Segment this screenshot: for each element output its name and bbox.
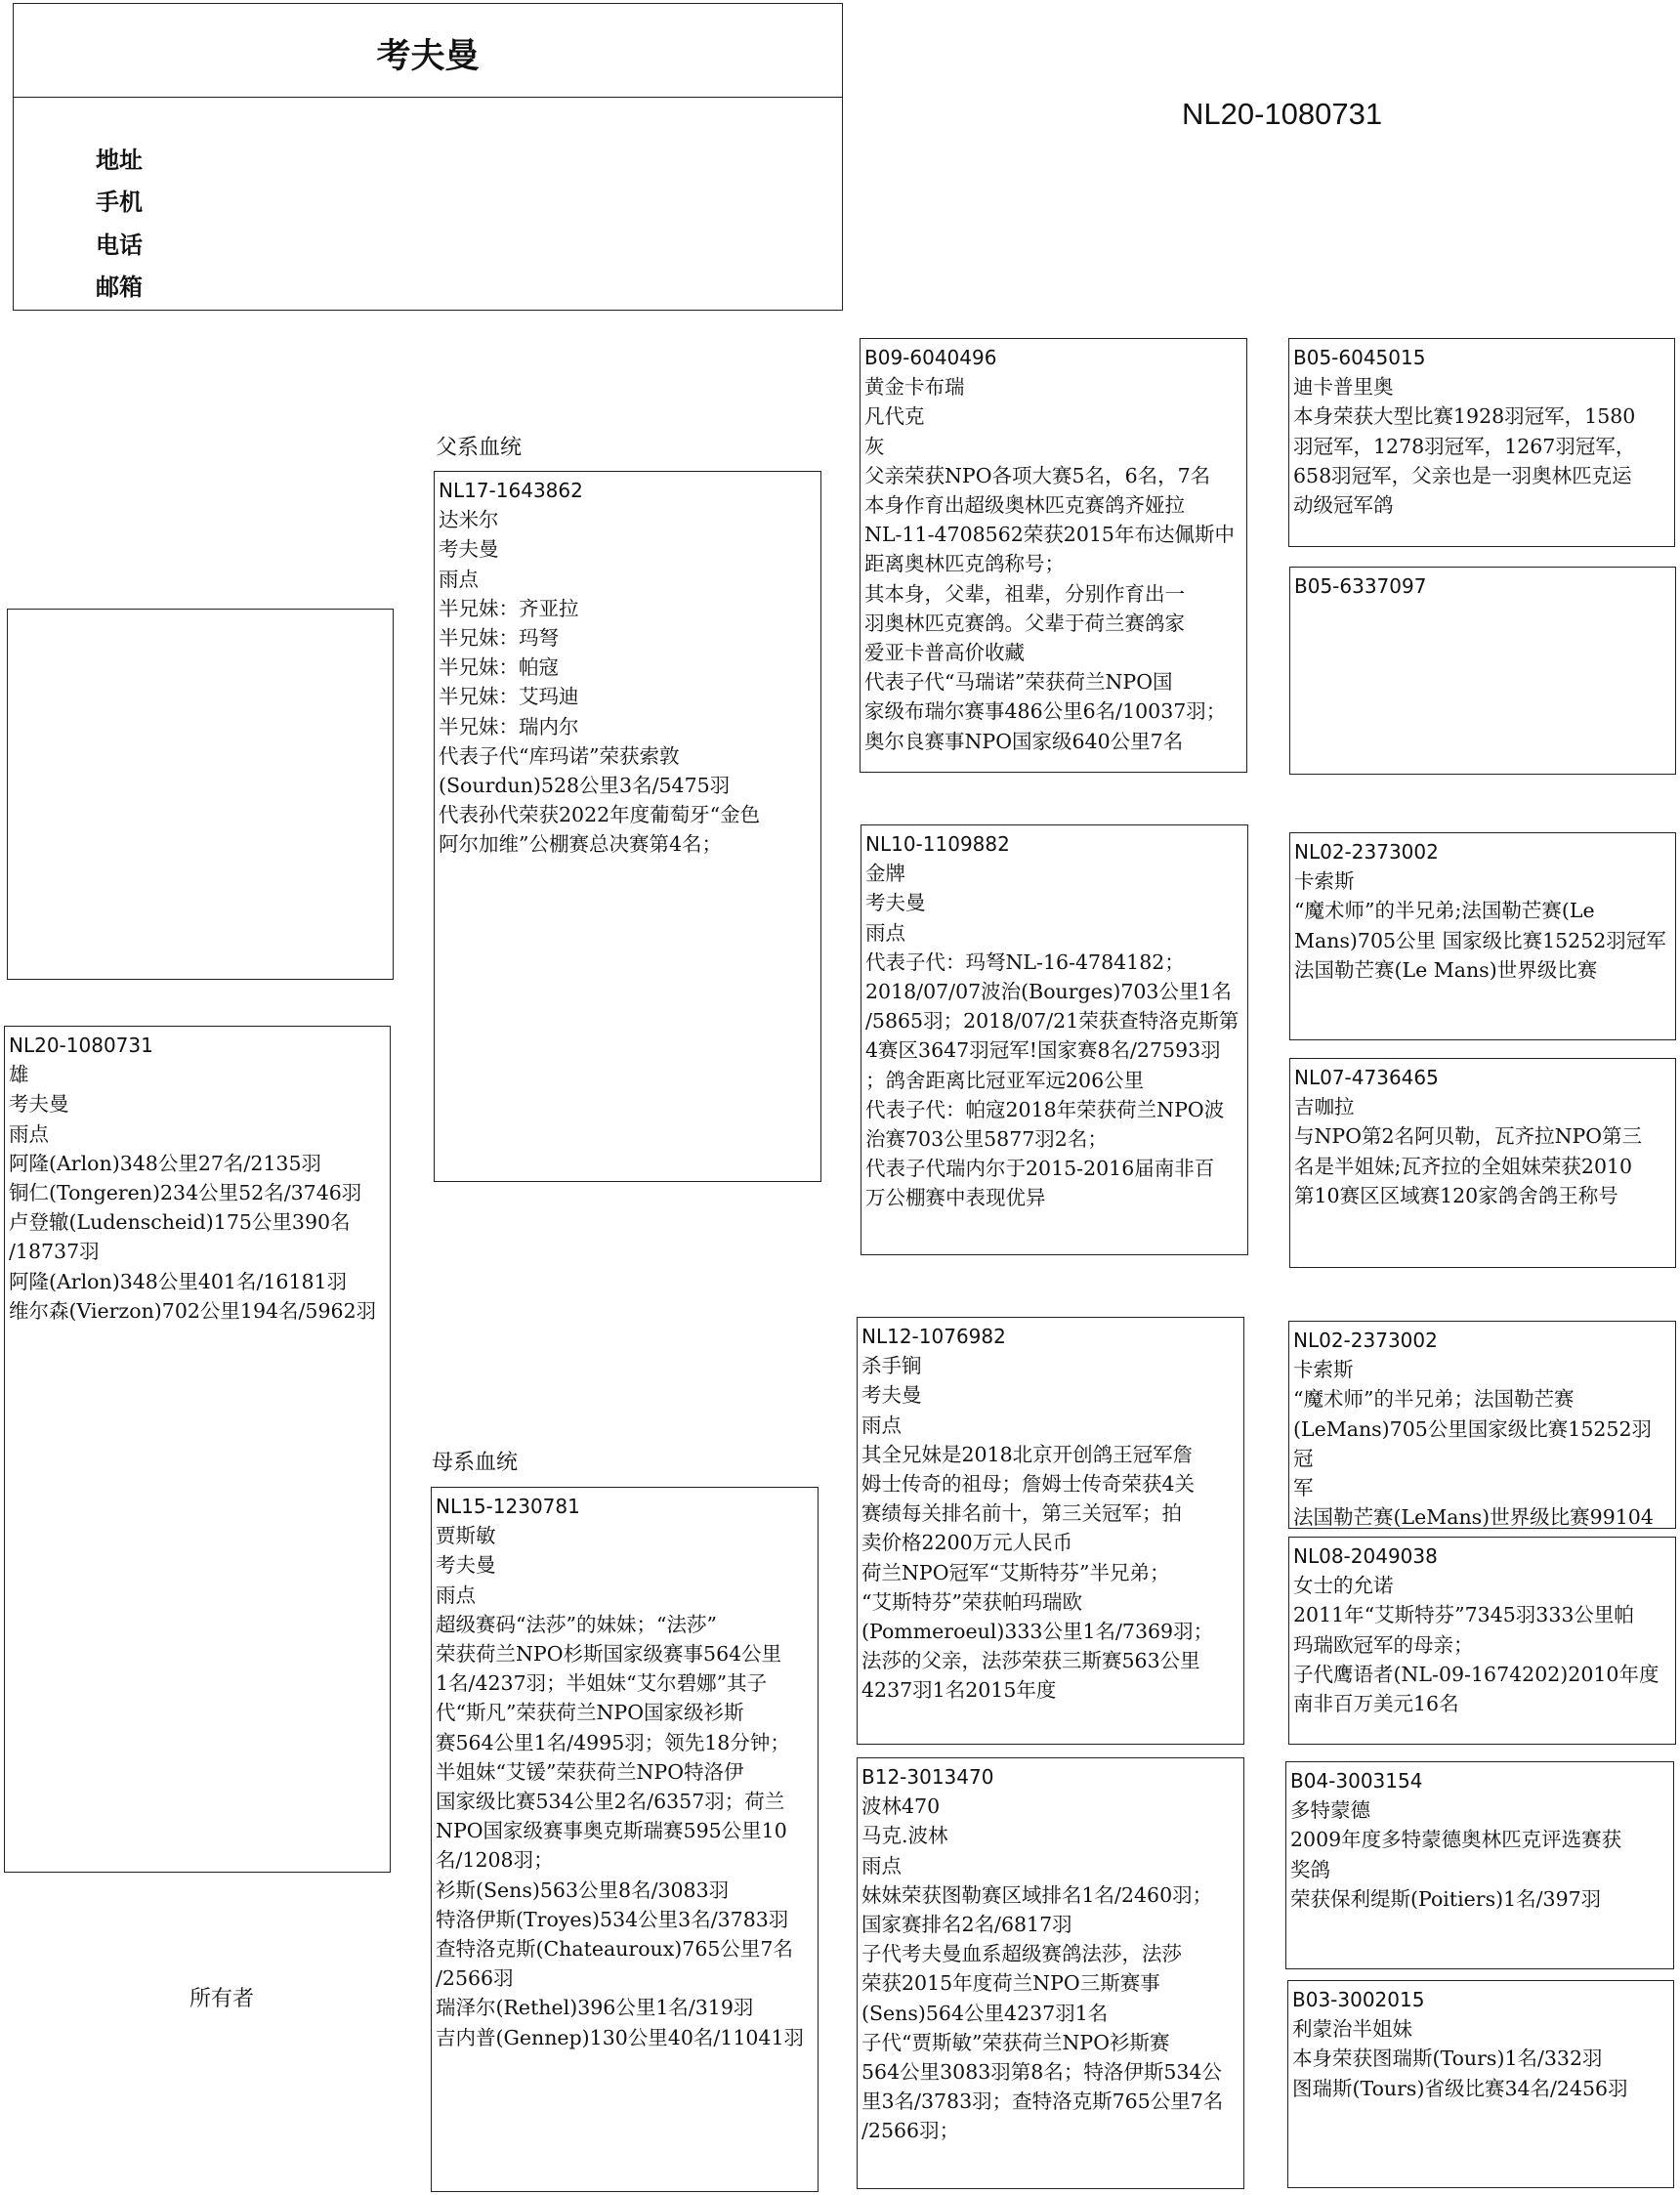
- pigeon-detail-line: 2011年“艾斯特芬”7345羽333公里帕: [1293, 1603, 1634, 1627]
- pigeon-detail-line: 特洛伊斯(Troyes)534公里3名/3783羽: [436, 1907, 789, 1931]
- pigeon-detail-line: /2566羽；: [861, 2119, 960, 2143]
- pigeon-detail-line: 名/1208羽；: [436, 1848, 554, 1873]
- pigeon-detail-line: “魔术师”的半兄弟;法国勒芒赛(Le: [1294, 899, 1595, 923]
- pigeon-detail-line: 羽冠军，1278羽冠军，1267羽冠军，: [1293, 434, 1636, 458]
- pigeon-details: [1290, 1795, 1669, 1914]
- pigeon-detail-line: 阿隆(Arlon)348公里27名/2135羽: [9, 1151, 321, 1175]
- pigeon-detail-line: (Pommeroeul)333公里1名/7369羽；: [861, 1620, 1214, 1644]
- pigeon-detail-line: 荣获2015年度荷兰NPO三斯赛事: [861, 1971, 1160, 1996]
- pigeon-detail-line: 万公棚赛中表现优异: [865, 1186, 1046, 1210]
- pigeon-detail-line: 658羽冠军，父亲也是一羽奥林匹克运: [1293, 463, 1632, 487]
- contact-email-label: 邮箱: [96, 274, 143, 301]
- pigeon-details: [436, 1521, 814, 2052]
- pigeon-box-sire-sire: [860, 338, 1247, 773]
- pigeon-detail-line: 4赛区3647羽冠军!国家赛8名/27593羽: [865, 1038, 1221, 1063]
- sire-line-label: 父系血统: [436, 436, 523, 460]
- pigeon-detail-line: 利蒙治半姐妹: [1292, 2017, 1412, 2042]
- pigeon-ring: B03-3002015: [1292, 1988, 1425, 2011]
- pigeon-detail-line: 军: [1293, 1476, 1314, 1500]
- pigeon-detail-line: 子代“贾斯敏”荣获荷兰NPO衫斯赛: [861, 2030, 1170, 2054]
- pigeon-details: [439, 505, 817, 859]
- pigeon-detail-line: 名是半姐妹;瓦齐拉的全姐妹荣获2010: [1294, 1154, 1633, 1178]
- header-title: 考夫曼: [376, 37, 480, 76]
- pigeon-detail-line: 姆士传奇的祖母；詹姆士传奇荣获4关: [861, 1472, 1196, 1497]
- pigeon-detail-line: 家级布瑞尔赛事486公里6名/10037羽；: [864, 699, 1227, 724]
- pigeon-ring: B05-6337097: [1294, 574, 1427, 598]
- pigeon-detail-line: 第10赛区区域赛120家鸽舍鸽王称号: [1294, 1183, 1618, 1207]
- pigeon-detail-line: /5865羽；2018/07/21荣获查特洛克斯第: [865, 1009, 1239, 1034]
- pigeon-detail-line: 半兄妹：玛弩: [439, 626, 559, 651]
- pigeon-box-sss: [1288, 338, 1675, 547]
- pigeon-box-sire: [434, 471, 821, 1182]
- pigeon-detail-line: 动级冠军鸽: [1293, 493, 1394, 518]
- pigeon-detail-line: 灰: [864, 434, 885, 458]
- pigeon-ring: NL20-1080731: [9, 1034, 153, 1057]
- pigeon-detail-line: 卖价格2200万元人民币: [861, 1531, 1073, 1555]
- pigeon-detail-line: 其本身，父辈，祖辈，分别作育出一: [864, 581, 1185, 606]
- contact-address-label: 地址: [96, 147, 143, 174]
- pigeon-box-dds: [1285, 1761, 1674, 1969]
- pigeon-detail-line: 黄金卡布瑞: [864, 375, 965, 400]
- pigeon-detail-line: 雨点: [439, 567, 479, 591]
- pigeon-detail-line: 妹妹荣获图勒赛区域排名1名/2460羽；: [861, 1882, 1213, 1907]
- pigeon-detail-line: 国家级比赛534公里2名/6357羽；荷兰: [436, 1790, 785, 1814]
- pigeon-detail-line: 南非百万美元16名: [1293, 1692, 1459, 1716]
- dam-line-label: 母系血统: [432, 1451, 519, 1475]
- pigeon-detail-line: 2009年度多特蒙德奥林匹克评选赛获: [1290, 1828, 1622, 1852]
- pigeon-detail-line: 达米尔: [439, 508, 499, 532]
- pigeon-box-sdd: [1289, 1058, 1676, 1268]
- pigeon-detail-line: 爱亚卡普高价收藏: [864, 641, 1025, 665]
- pigeon-details: [865, 859, 1243, 1212]
- pigeon-detail-line: 与NPO第2名阿贝勒，瓦齐拉NPO第三: [1294, 1124, 1643, 1149]
- pigeon-detail-line: 考夫曼: [436, 1553, 496, 1578]
- pigeon-detail-line: 铜仁(Tongeren)234公里52名/3746羽: [9, 1181, 362, 1205]
- header-box: [13, 3, 843, 311]
- pigeon-ring: B05-6045015: [1293, 346, 1426, 369]
- pigeon-detail-line: 子代鹰语者(NL-09-1674202)2010年度: [1293, 1662, 1659, 1686]
- pigeon-box-sds: [1289, 832, 1676, 1040]
- pigeon-ring: B09-6040496: [864, 346, 997, 369]
- pigeon-detail-line: 迪卡普里奥: [1293, 375, 1394, 400]
- pigeon-detail-line: 衫斯(Sens)563公里8名/3083羽: [436, 1878, 730, 1902]
- pigeon-detail-line: (LeMans)705公里国家级比赛15252羽冠: [1293, 1416, 1653, 1470]
- pigeon-detail-line: 荣获荷兰NPO杉斯国家级赛事564公里: [436, 1642, 782, 1667]
- pigeon-details: [1293, 1571, 1671, 1718]
- pigeon-detail-line: 法国勒芒赛(Le Mans)世界级比赛: [1294, 957, 1598, 982]
- pigeon-detail-line: 金牌: [865, 862, 905, 886]
- pigeon-detail-line: 半兄妹：齐亚拉: [439, 596, 579, 620]
- pigeon-detail-line: 卡索斯: [1294, 869, 1355, 894]
- owner-label: 所有者: [189, 1987, 255, 2011]
- pigeon-details: [9, 1060, 386, 1326]
- pigeon-detail-line: 赛绩每关排名前十，第三关冠军；拍: [861, 1501, 1182, 1526]
- pigeon-ring: NL02-2373002: [1294, 840, 1439, 864]
- pigeon-detail-line: 阿隆(Arlon)348公里401名/16181羽: [9, 1269, 348, 1293]
- pigeon-detail-line: 奖鸽: [1290, 1857, 1330, 1881]
- pigeon-box-dam: [431, 1487, 819, 2192]
- pigeon-detail-line: 查特洛克斯(Chateauroux)765公里7名: [436, 1937, 793, 1962]
- pigeon-detail-line: 超级赛码“法莎”的妹妹；“法莎”: [436, 1612, 717, 1636]
- ring-code: NL20-1080731: [1182, 97, 1383, 131]
- pigeon-box-sire-dam: [861, 824, 1248, 1255]
- pigeon-detail-line: 奥尔良赛事NPO国家级640公里7名: [864, 729, 1184, 753]
- pigeon-detail-line: 代表子代：玛弩NL-16-4784182；: [865, 950, 1185, 974]
- pigeon-details: [1294, 866, 1671, 985]
- pigeon-box-ssd: [1289, 567, 1676, 775]
- pigeon-detail-line: NPO国家级赛事奥克斯瑞赛595公里10: [436, 1819, 787, 1843]
- contact-phone-label: 电话: [96, 232, 143, 259]
- pigeon-detail-line: 本身作育出超级奥林匹克赛鸽齐娅拉: [864, 493, 1185, 518]
- pigeon-detail-line: 赛564公里1名/4995羽；领先18分钟；: [436, 1730, 790, 1754]
- pigeon-ring: NL07-4736465: [1294, 1066, 1439, 1089]
- pigeon-detail-line: 本身荣获大型比赛1928羽冠军，1580: [1293, 404, 1636, 429]
- header-divider: [14, 97, 842, 98]
- pigeon-detail-line: 代表子代：帕寇2018年荣获荷兰NPO波: [865, 1097, 1225, 1121]
- pigeon-detail-line: 羽奥林匹克赛鸽。父辈于荷兰赛鸽家: [864, 611, 1185, 635]
- pigeon-detail-line: 考夫曼: [861, 1383, 922, 1408]
- pigeon-ring: NL10-1109882: [865, 832, 1010, 856]
- pigeon-box-ddd: [1287, 1980, 1674, 2188]
- pigeon-detail-line: 半兄妹：帕寇: [439, 655, 559, 680]
- pigeon-detail-line: ；鸽舍距离比冠亚军远206公里: [865, 1068, 1145, 1092]
- pigeon-ring: NL12-1076982: [861, 1325, 1006, 1348]
- pigeon-details: [1293, 372, 1670, 520]
- pigeon-detail-line: 吉内普(Gennep)130公里40名/11041羽: [436, 2025, 804, 2049]
- pigeon-detail-line: 治赛703公里5877羽2名；: [865, 1127, 1108, 1152]
- contact-mobile-label: 手机: [96, 189, 143, 216]
- pigeon-detail-line: 吉咖拉: [1294, 1095, 1355, 1119]
- pigeon-detail-line: 图瑞斯(Tours)省级比赛34名/2456羽: [1292, 2076, 1628, 2100]
- pigeon-detail-line: (Sourdun)528公里3名/5475羽: [439, 774, 731, 798]
- pigeon-detail-line: 法国勒芒赛(LeMans)世界级比赛99104: [1293, 1505, 1654, 1529]
- pigeon-detail-line: 荷兰NPO冠军“艾斯特芬”半兄弟；: [861, 1560, 1170, 1584]
- pigeon-detail-line: 雄: [9, 1063, 29, 1087]
- pigeon-detail-line: /18737羽: [9, 1240, 100, 1264]
- pigeon-details: [864, 372, 1242, 756]
- pigeon-detail-line: 半兄妹：艾玛迪: [439, 685, 579, 709]
- pigeon-ring: B04-3003154: [1290, 1769, 1423, 1793]
- pigeon-detail-line: 法莎的父亲，法莎荣获三斯赛563公里: [861, 1649, 1200, 1673]
- pigeon-detail-line: 代表子代“马瑞诺”荣获荷兰NPO国: [864, 670, 1173, 695]
- pigeon-detail-line: 代表子代“库玛诺”荣获索敦: [439, 743, 680, 768]
- pigeon-detail-line: 凡代克: [864, 404, 925, 429]
- pigeon-ring: NL02-2373002: [1293, 1329, 1438, 1352]
- pigeon-detail-line: 女士的允诺: [1293, 1574, 1394, 1598]
- pigeon-details: [1293, 1355, 1671, 1529]
- pigeon-detail-line: 距离奥林匹克鸽称号；: [864, 552, 1065, 576]
- pigeon-detail-line: 雨点: [861, 1413, 902, 1437]
- pigeon-ring: NL08-2049038: [1293, 1544, 1438, 1568]
- pigeon-detail-line: 多特蒙德: [1290, 1798, 1370, 1823]
- pigeon-detail-line: 雨点: [436, 1583, 476, 1607]
- pigeon-detail-line: 半兄妹：瑞内尔: [439, 714, 579, 739]
- pigeon-detail-line: 卢登辙(Ludenscheid)175公里390名: [9, 1210, 351, 1235]
- pigeon-ring: B12-3013470: [861, 1765, 994, 1789]
- pigeon-detail-line: 子代考夫曼血系超级赛鸽法莎，法莎: [861, 1942, 1182, 1966]
- pigeon-detail-line: /2566羽: [436, 1966, 514, 1991]
- pigeon-detail-line: 其全兄妹是2018北京开创鸽王冠军詹: [861, 1442, 1194, 1466]
- pigeon-detail-line: 里3名/3783羽；查特洛克斯765公里7名: [861, 2089, 1224, 2114]
- pigeon-detail-line: 代“斯凡”荣获荷兰NPO国家级衫斯: [436, 1701, 744, 1725]
- pigeon-details: [861, 1351, 1239, 1705]
- pigeon-detail-line: 半姐妹“艾锾”荣获荷兰NPO特洛伊: [436, 1759, 744, 1784]
- pigeon-detail-line: NL-11-4708562荣获2015年布达佩斯中: [864, 523, 1235, 547]
- pigeon-detail-line: Mans)705公里 国家级比赛15252羽冠军: [1294, 928, 1666, 952]
- pigeon-detail-line: 父亲荣获NPO各项大赛5名，6名，7名: [864, 463, 1211, 487]
- pigeon-details: [1294, 1092, 1671, 1210]
- pigeon-detail-line: 波林470: [861, 1794, 941, 1819]
- pigeon-detail-line: 贾斯敏: [436, 1524, 496, 1548]
- pigeon-detail-line: 代表孙代荣获2022年度葡萄牙“金色: [439, 803, 761, 827]
- pigeon-ring: NL15-1230781: [436, 1495, 580, 1518]
- pigeon-detail-line: 雨点: [861, 1853, 902, 1878]
- pigeon-detail-line: 本身荣获图瑞斯(Tours)1名/332羽: [1292, 2047, 1603, 2071]
- pigeon-detail-line: 雨点: [865, 920, 905, 945]
- pigeon-detail-line: 4237羽1名2015年度: [861, 1678, 1057, 1703]
- photo-placeholder: [7, 609, 394, 980]
- pigeon-detail-line: 代表子代瑞内尔于2015-2016届南非百: [865, 1157, 1215, 1181]
- pigeon-detail-line: 考夫曼: [439, 537, 499, 562]
- pigeon-detail-line: 2018/07/07波治(Bourges)703公里1名: [865, 980, 1233, 1004]
- pigeon-detail-line: 马克.波林: [861, 1824, 948, 1848]
- pigeon-details: [861, 1792, 1239, 2145]
- pigeon-detail-line: 雨点: [9, 1121, 49, 1146]
- pigeon-detail-line: 考夫曼: [865, 891, 926, 915]
- pigeon-box-dsd: [1288, 1537, 1676, 1745]
- pigeon-details: [1292, 2014, 1669, 2103]
- pigeon-detail-line: 1名/4237羽；半姐妹“艾尔碧娜”其子: [436, 1671, 768, 1696]
- pigeon-detail-line: 荣获保利缇斯(Poitiers)1名/397羽: [1290, 1886, 1602, 1911]
- pigeon-detail-line: 瑞泽尔(Rethel)396公里1名/319羽: [436, 1996, 754, 2020]
- pigeon-detail-line: 卡索斯: [1293, 1358, 1354, 1382]
- pigeon-detail-line: “艾斯特芬”荣获帕玛瑞欧: [861, 1589, 1082, 1614]
- pigeon-detail-line: 玛瑞欧冠军的母亲；: [1293, 1632, 1474, 1657]
- pigeon-detail-line: 阿尔加维”公棚赛总决赛第4名；: [439, 832, 723, 857]
- pigeon-detail-line: 考夫曼: [9, 1092, 69, 1117]
- pigeon-detail-line: 国家赛排名2名/6817羽: [861, 1913, 1072, 1937]
- pigeon-detail-line: 564公里3083羽第8名；特洛伊斯534公: [861, 2060, 1222, 2085]
- pigeon-box-dam-sire: [857, 1317, 1244, 1745]
- pigeon-detail-line: 维尔森(Vierzon)702公里194名/5962羽: [9, 1298, 377, 1323]
- pigeon-box-dss: [1288, 1321, 1676, 1529]
- pigeon-box-dam-dam: [857, 1757, 1244, 2189]
- pigeon-detail-line: 杀手锏: [861, 1354, 922, 1378]
- pigeon-detail-line: (Sens)564公里4237羽1名: [861, 2001, 1109, 2025]
- pigeon-ring: NL17-1643862: [439, 479, 583, 502]
- pigeon-detail-line: “魔术师”的半兄弟；法国勒芒赛: [1293, 1387, 1575, 1412]
- pigeon-box-subject: [4, 1026, 391, 1873]
